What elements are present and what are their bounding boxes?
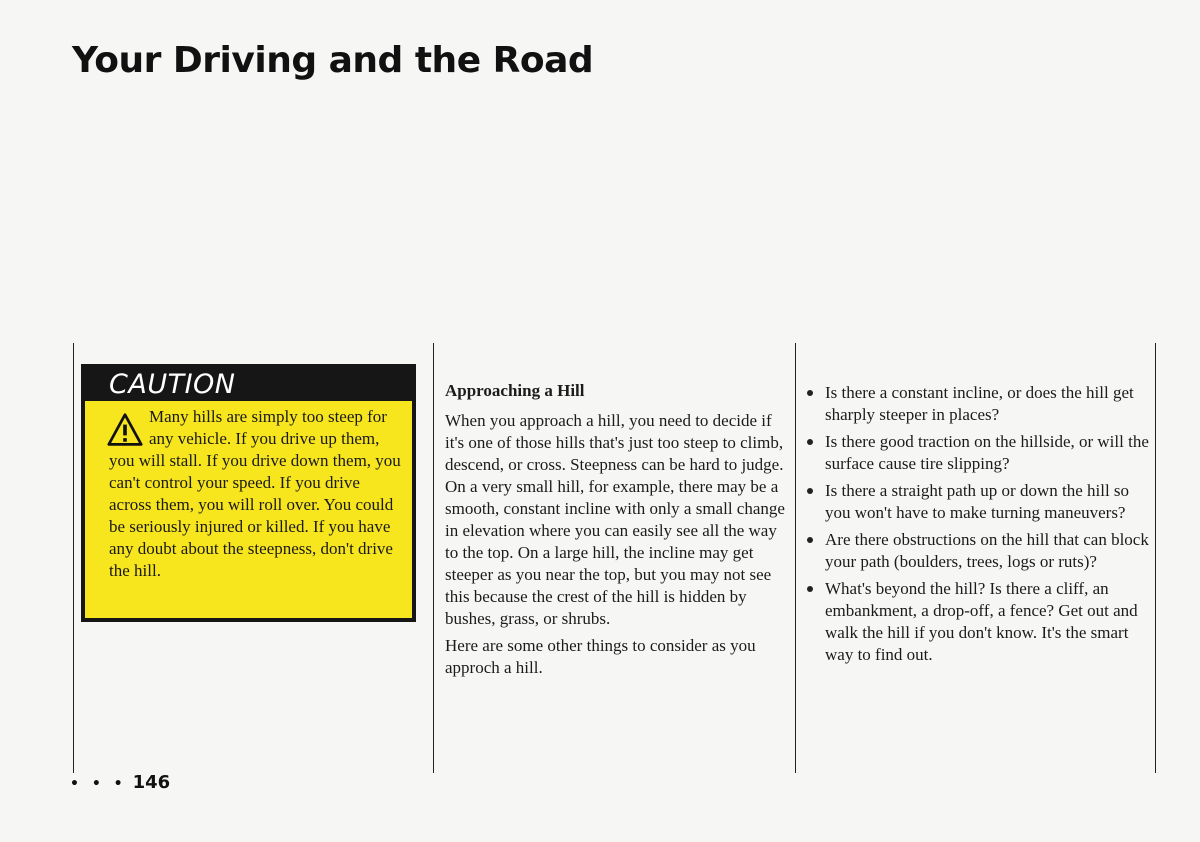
caution-box — [81, 364, 416, 622]
body-paragraph: Here are some other things to consider as you approch a hill. — [445, 636, 756, 677]
hill-checklist — [805, 382, 1150, 671]
caution-header: CAUTION — [85, 368, 412, 401]
page-number-dots: • • • — [70, 776, 127, 792]
caution-text-block — [109, 406, 405, 582]
bullet-icon — [807, 390, 813, 396]
list-item: Is there a straight path up or down the hill so you won't have to make turning maneuvers? — [805, 480, 1150, 524]
list-item: Is there good traction on the hillside, or will the surface cause tire slipping? — [805, 431, 1150, 475]
bullet-icon — [807, 439, 813, 445]
bullet-icon — [807, 586, 813, 592]
section-heading: Approaching a Hill — [445, 381, 585, 400]
page-number-value: 146 — [132, 772, 171, 793]
page-title: Your Driving and the Road — [72, 40, 594, 81]
column-divider-edge — [1155, 343, 1156, 773]
list-item: Is there a constant incline, or does the hill get sharply steeper in places? — [805, 382, 1150, 426]
list-item: Are there obstructions on the hill that can block your path (boulders, trees, logs or ruts)? — [805, 529, 1150, 573]
page-number — [70, 772, 170, 793]
bullet-icon — [807, 488, 813, 494]
column-divider-right — [795, 343, 796, 773]
list-item: What's beyond the hill? Is there a cliff, an embankment, a drop-off, a fence? Get out and walk the hill if you don't know. It's the smart way to find out. — [805, 578, 1150, 666]
bullet-icon — [807, 537, 813, 543]
body-paragraph: When you approach a hill, you need to decide if it's one of those hills that's just too steep to climb, descend, or cross. Steepness can be hard to judge. On a very small hill, for example, there may be a smooth, constant incline with only a small change in elevation where you can easily see all the way to the top. On a large hill, the incline may get steeper as you near the top, but you may not see this because the crest of the hill is hidden by bushes, grass, or shrubs. — [445, 411, 785, 628]
warning-triangle-icon — [107, 412, 143, 448]
column-divider-left — [73, 343, 74, 773]
column-divider-middle — [433, 343, 434, 773]
caution-text: Many hills are simply too steep for any vehicle. If you drive up them, you will stall. If you drive down them, you can't control your speed. If you drive across them, you will roll over. You could be seriously injured or killed. If you have any doubt about the steepness, don't drive the hill. — [109, 407, 401, 580]
section-body — [445, 410, 790, 684]
